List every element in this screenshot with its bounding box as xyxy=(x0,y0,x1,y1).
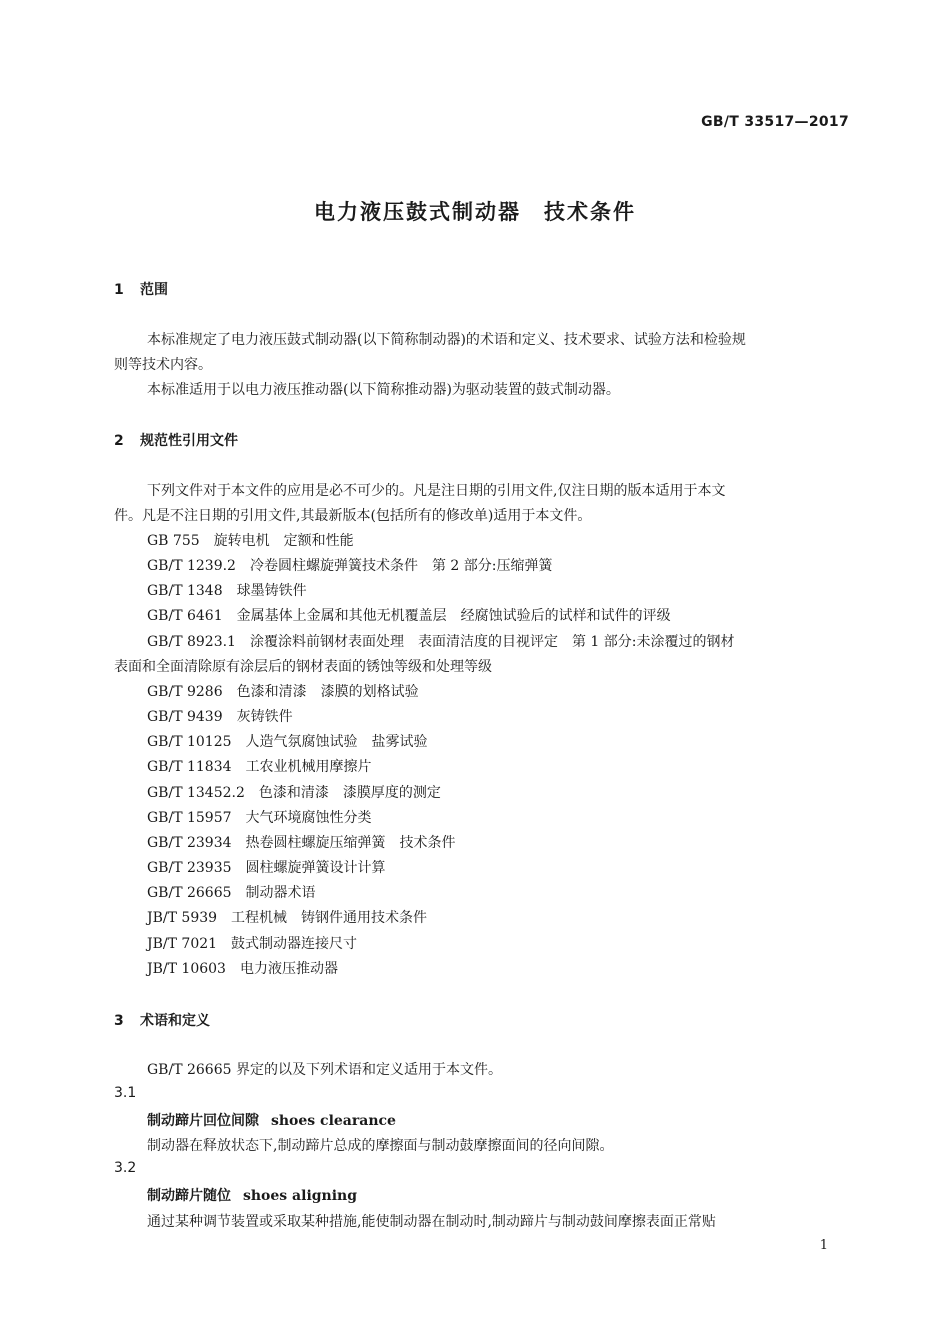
reference-item-continuation: 表面和全面清除原有涂层后的钢材表面的锈蚀等级和处理等级 xyxy=(114,659,492,675)
paragraph-line: 本标准规定了电力液压鼓式制动器(以下简称制动器)的术语和定义、技术要求、试验方法和检验规 xyxy=(147,332,746,348)
standard-number: GB/T 33517—2017 xyxy=(701,114,849,130)
clause-number: 3.1 xyxy=(114,1085,137,1101)
section-title: 规范性引用文件 xyxy=(140,433,238,449)
document-title: 电力液压鼓式制动器 技术条件 xyxy=(314,200,636,224)
term-heading xyxy=(147,1185,357,1205)
section-title: 术语和定义 xyxy=(140,1013,210,1029)
reference-item: GB/T 26665 制动器术语 xyxy=(147,885,316,901)
section-3-heading xyxy=(114,1010,210,1030)
reference-item: GB/T 1348 球墨铸铁件 xyxy=(147,583,307,599)
reference-item: GB/T 1239.2 冷卷圆柱螺旋弹簧技术条件 第 2 部分:压缩弹簧 xyxy=(147,558,553,574)
paragraph: GB/T 26665 界定的以及下列术语和定义适用于本文件。 xyxy=(147,1062,502,1078)
term-en: shoes aligning xyxy=(243,1188,358,1204)
reference-item: GB/T 23934 热卷圆柱螺旋压缩弹簧 技术条件 xyxy=(147,835,456,851)
reference-item: GB/T 6461 金属基体上金属和其他无机覆盖层 经腐蚀试验后的试样和试件的评级 xyxy=(147,608,671,624)
page-number: 1 xyxy=(819,1238,828,1253)
section-1-heading xyxy=(114,279,168,299)
reference-item: GB/T 10125 人造气氛腐蚀试验 盐雾试验 xyxy=(147,734,428,750)
reference-item: GB/T 8923.1 涂覆涂料前钢材表面处理 表面清洁度的目视评定 第 1 部分:未涂覆过的钢材 xyxy=(147,634,735,650)
reference-item: GB/T 11834 工农业机械用摩擦片 xyxy=(147,759,372,775)
term-zh: 制动蹄片回位间隙 xyxy=(147,1113,259,1129)
reference-item: JB/T 7021 鼓式制动器连接尺寸 xyxy=(147,936,358,952)
reference-item: GB/T 9439 灰铸铁件 xyxy=(147,709,293,725)
reference-item: GB/T 9286 色漆和清漆 漆膜的划格试验 xyxy=(147,684,419,700)
term-en: shoes clearance xyxy=(271,1113,396,1129)
reference-item: JB/T 10603 电力液压推动器 xyxy=(147,961,338,977)
clause-number: 3.2 xyxy=(114,1160,137,1176)
term-zh: 制动蹄片随位 xyxy=(147,1188,231,1204)
reference-item: GB/T 15957 大气环境腐蚀性分类 xyxy=(147,810,372,826)
paragraph-line: 下列文件对于本文件的应用是必不可少的。凡是注日期的引用文件,仅注日期的版本适用于本文 xyxy=(147,483,726,499)
term-definition: 通过某种调节装置或采取某种措施,能使制动器在制动时,制动蹄片与制动鼓间摩擦表面正常贴 xyxy=(147,1214,716,1230)
term-heading xyxy=(147,1110,396,1130)
section-2-heading xyxy=(114,430,238,450)
section-title: 范围 xyxy=(140,282,168,298)
paragraph: 本标准适用于以电力液压推动器(以下简称推动器)为驱动装置的鼓式制动器。 xyxy=(147,382,620,398)
reference-item: GB 755 旋转电机 定额和性能 xyxy=(147,533,354,549)
section-number: 1 xyxy=(114,282,124,298)
reference-item: GB/T 23935 圆柱螺旋弹簧设计计算 xyxy=(147,860,386,876)
reference-item: GB/T 13452.2 色漆和清漆 漆膜厚度的测定 xyxy=(147,785,441,801)
paragraph-line: 件。凡是不注日期的引用文件,其最新版本(包括所有的修改单)适用于本文件。 xyxy=(114,508,592,524)
reference-item: JB/T 5939 工程机械 铸钢件通用技术条件 xyxy=(147,910,428,926)
term-definition: 制动器在释放状态下,制动蹄片总成的摩擦面与制动鼓摩擦面间的径向间隙。 xyxy=(147,1138,614,1154)
section-number: 3 xyxy=(114,1013,124,1029)
paragraph-line: 则等技术内容。 xyxy=(114,357,212,373)
section-number: 2 xyxy=(114,433,124,449)
